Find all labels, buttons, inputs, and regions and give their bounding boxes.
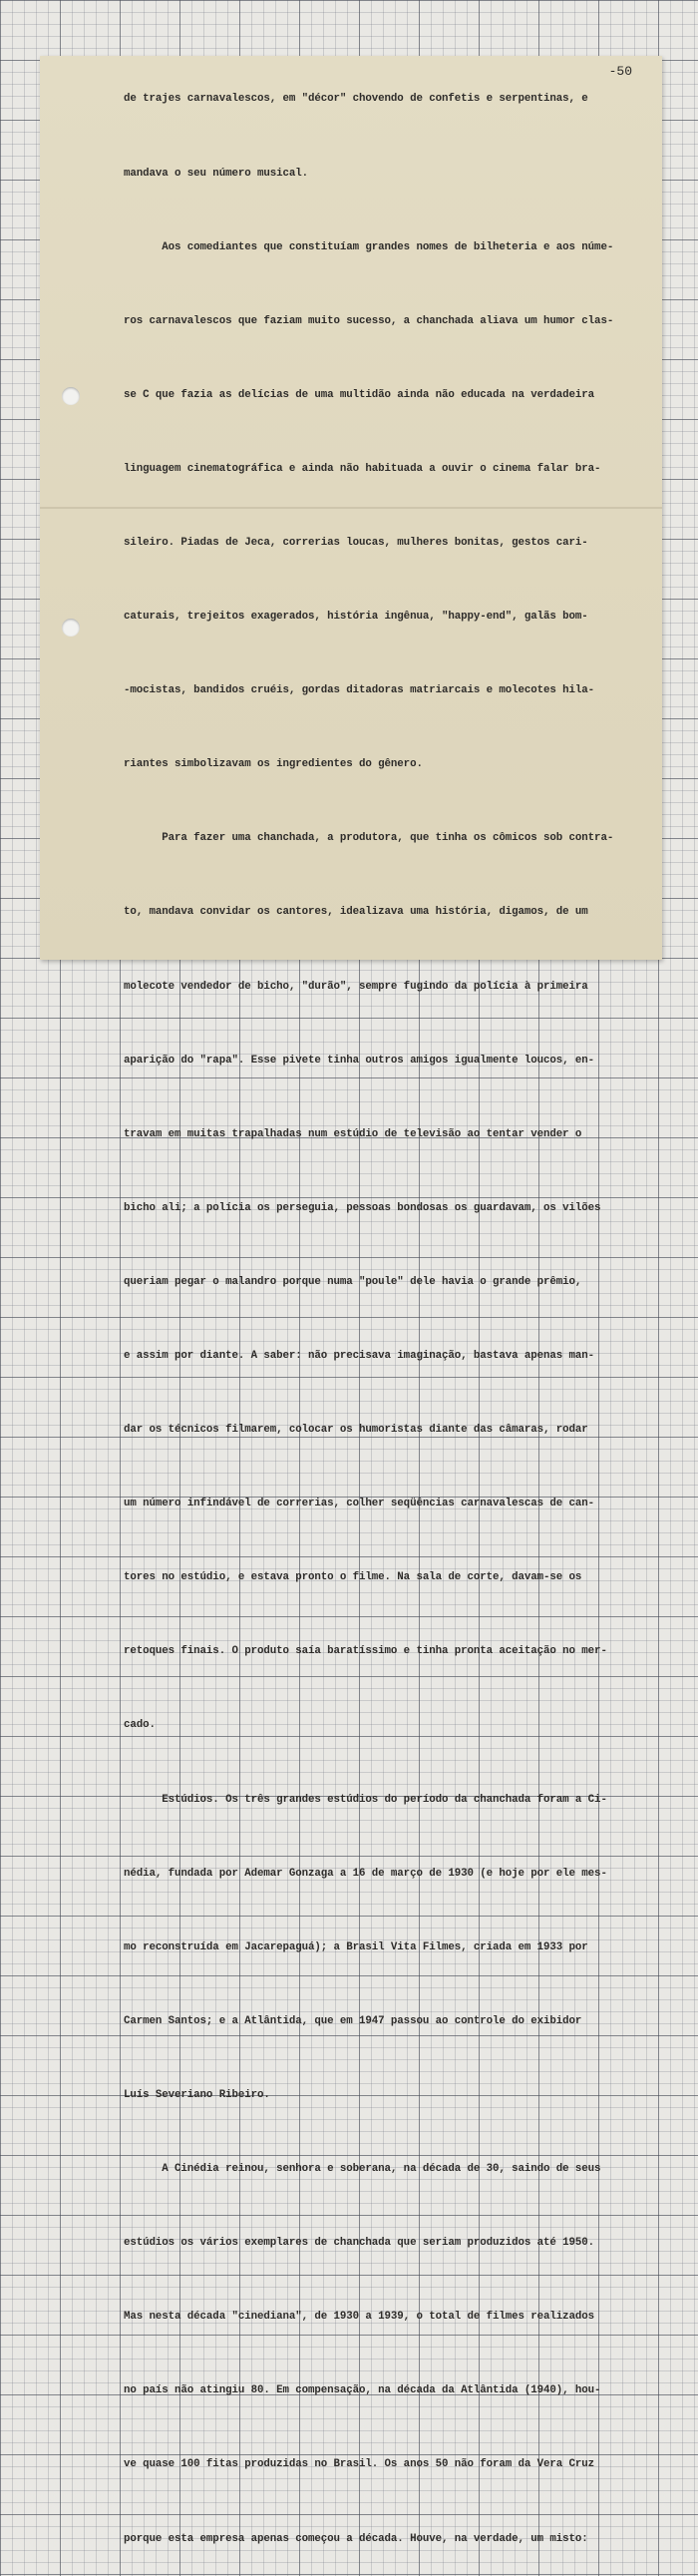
text-line: tores no estúdio, e estava pronto o filme. Na sala de corte, davam-se os xyxy=(124,1571,582,1584)
text-line: queriam pegar o malandro porque numa "poule" dele havia o grande prêmio, xyxy=(124,1275,582,1288)
text-line: no país não atingiu 80. Em compensação, na década da Atlântida (1940), hou- xyxy=(124,2384,601,2397)
punch-hole-top xyxy=(62,387,80,405)
text-line: linguagem cinematográfica e ainda não habituada a ouvir o cinema falar bra- xyxy=(124,462,601,475)
text-line: cado. xyxy=(124,1719,156,1732)
text-line: sileiro. Piadas de Jeca, correrias loucas, mulheres bonitas, gestos cari- xyxy=(124,536,588,549)
text-line: Mas nesta década "cinediana", de 1930 a 1939, o total de filmes realizados xyxy=(124,2311,595,2324)
text-line: Carmen Santos; e a Atlântida, que em 1947 passou ao controle do exibidor xyxy=(124,2014,582,2027)
punch-hole-bottom xyxy=(62,619,80,637)
text-line: caturais, trejeitos exagerados, história ingênua, "happy-end", galãs bom- xyxy=(124,611,588,624)
text-line: mandava o seu número musical. xyxy=(124,167,308,180)
text-line: se C que fazia as delícias de uma multidão ainda não educada na verdadeira xyxy=(124,388,595,401)
text-line: molecote vendedor de bicho, "durão", sempre fugindo da polícia à primeira xyxy=(124,980,588,993)
text-line: nédia, fundada por Ademar Gonzaga a 16 de março de 1930 (e hoje por ele mes- xyxy=(124,1867,607,1880)
text-line: Estúdios. Os três grandes estúdios do período da chanchada foram a Ci- xyxy=(124,1793,607,1806)
text-line: dar os técnicos filmarem, colocar os humoristas diante das câmaras, rodar xyxy=(124,1424,588,1437)
text-line: travam em muitas trapalhadas num estúdio de televisão ao tentar vender o xyxy=(124,1127,582,1140)
text-line: Aos comediantes que constituíam grandes nomes de bilheteria e aos núme- xyxy=(124,240,614,253)
text-line: estúdios os vários exemplares de chanchada que seriam produzidos até 1950. xyxy=(124,2237,595,2250)
page-number: -50 xyxy=(608,64,632,79)
text-line: de trajes carnavalescos, em "décor" chovendo de confetis e serpentinas, e xyxy=(124,93,588,106)
text-line: porque esta empresa apenas começou a década. Houve, na verdade, um misto: xyxy=(124,2532,588,2545)
text-line: -mocistas, bandidos cruéis, gordas ditadoras matriarcais e molecotes hila- xyxy=(124,684,595,697)
text-line: e assim por diante. A saber: não precisava imaginação, bastava apenas man- xyxy=(124,1350,595,1362)
text-line: Luís Severiano Ribeiro. xyxy=(124,2088,270,2101)
text-line: ros carnavalescos que faziam muito sucesso, a chanchada aliava um humor clas- xyxy=(124,314,614,327)
text-line: um número infindável de correrias, colher seqüências carnavalescas de can- xyxy=(124,1498,595,1510)
text-line: retoques finais. O produto saía baratíssimo e tinha pronta aceitação no mer- xyxy=(124,1645,607,1658)
text-line: aparição do "rapa". Esse pivete tinha outros amigos igualmente loucos, en- xyxy=(124,1054,595,1067)
text-line: ve quase 100 fitas produzidas no Brasil. Os anos 50 não foram da Vera Cruz xyxy=(124,2458,595,2471)
text-line: bicho ali; a polícia os perseguia, pessoas bondosas os guardavam, os vilões xyxy=(124,1201,601,1214)
text-line: mo reconstruída em Jacarepaguá); a Brasil Vita Filmes, criada em 1933 por xyxy=(124,1940,588,1953)
text-line: A Cinédia reinou, senhora e soberana, na década de 30, saindo de seus xyxy=(124,2163,601,2176)
text-line: riantes simbolizavam os ingredientes do gênero. xyxy=(124,758,423,771)
text-line: to, mandava convidar os cantores, idealizava uma história, digamos, de um xyxy=(124,906,588,919)
text-line: Para fazer uma chanchada, a produtora, que tinha os cômicos sob contra- xyxy=(124,832,614,845)
page-body xyxy=(124,38,626,2576)
